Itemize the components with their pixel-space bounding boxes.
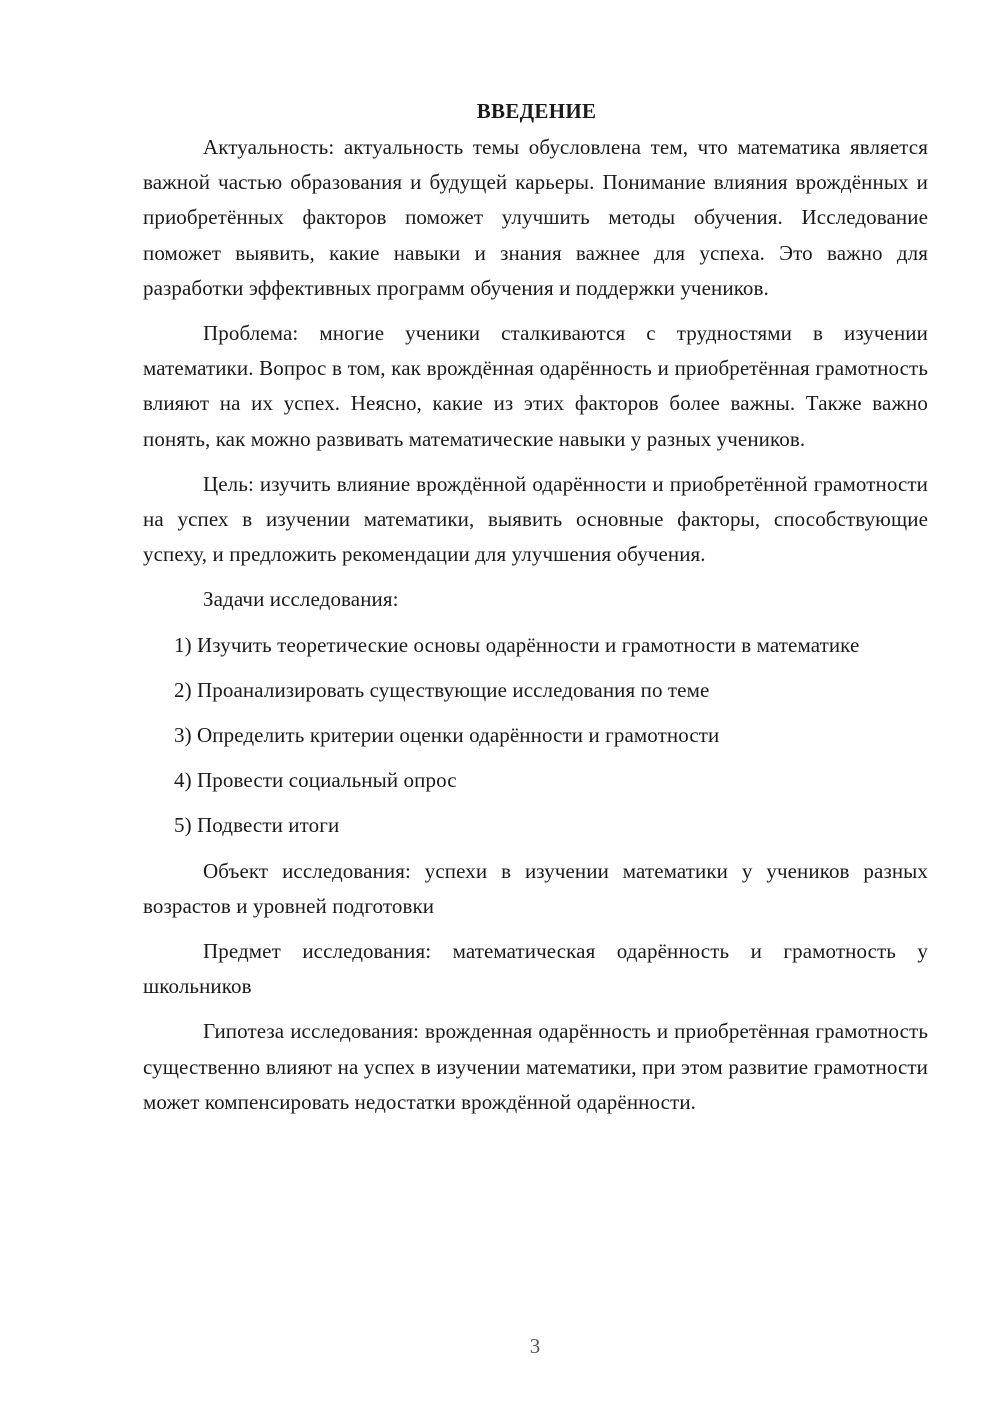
section-title: ВВЕДЕНИЕ [476, 99, 597, 123]
hypothesis-paragraph: Гипотеза исследования: врожденная одарённость и приобретённая грамотность существенно влияют на успех в изучении математики, при этом развитие грамотности может компенсировать недостатки врождённой одарённости. [143, 1019, 928, 1114]
task-item-1: 1) Изучить теоретические основы одарённости и грамотности в математике [174, 632, 860, 657]
task-item-2: 2) Проанализировать существующие исследования по теме [174, 677, 710, 702]
subject-paragraph: Предмет исследования: математическая одарённость и грамотность у школьников [143, 939, 928, 999]
task-item-4: 4) Провести социальный опрос [174, 768, 457, 793]
object-paragraph: Объект исследования: успехи в изучении математики у учеников разных возрастов и уровней подготовки [143, 858, 928, 918]
task-item-3: 3) Определить критерии оценки одарённости и грамотности [174, 723, 720, 748]
tasks-heading: Задачи исследования: [203, 587, 399, 612]
document-body [143, 94, 928, 1130]
task-item-5: 5) Подвести итоги [174, 813, 340, 838]
page-number: 3 [529, 1334, 541, 1358]
goal-paragraph: Цель: изучить влияние врождённой одарённости и приобретённой грамотности на успех в изучении математики, выявить основные факторы, способствующие успеху, и предложить рекомендации для улучшения обучения. [143, 471, 928, 567]
relevance-paragraph: Актуальность: актуальность темы обусловлена тем, что математика является важной частью образования и будущей карьеры. Понимание влияния врождённых и приобретённых факторов поможет улучшить методы обучения. Исследование поможет выявить, какие навыки и знания важнее для успеха. Это важно для разработки эффективных программ обучения и поддержки учеников. [143, 135, 928, 300]
problem-paragraph: Проблема: многие ученики сталкиваются с трудностями в изучении математики. Вопрос в том, как врождённая одарённость и приобретённая грамотность влияют на их успех. Неясно, какие из этих факторов более важны. Также важно понять, как можно развивать математические навыки у разных учеников. [143, 321, 928, 451]
